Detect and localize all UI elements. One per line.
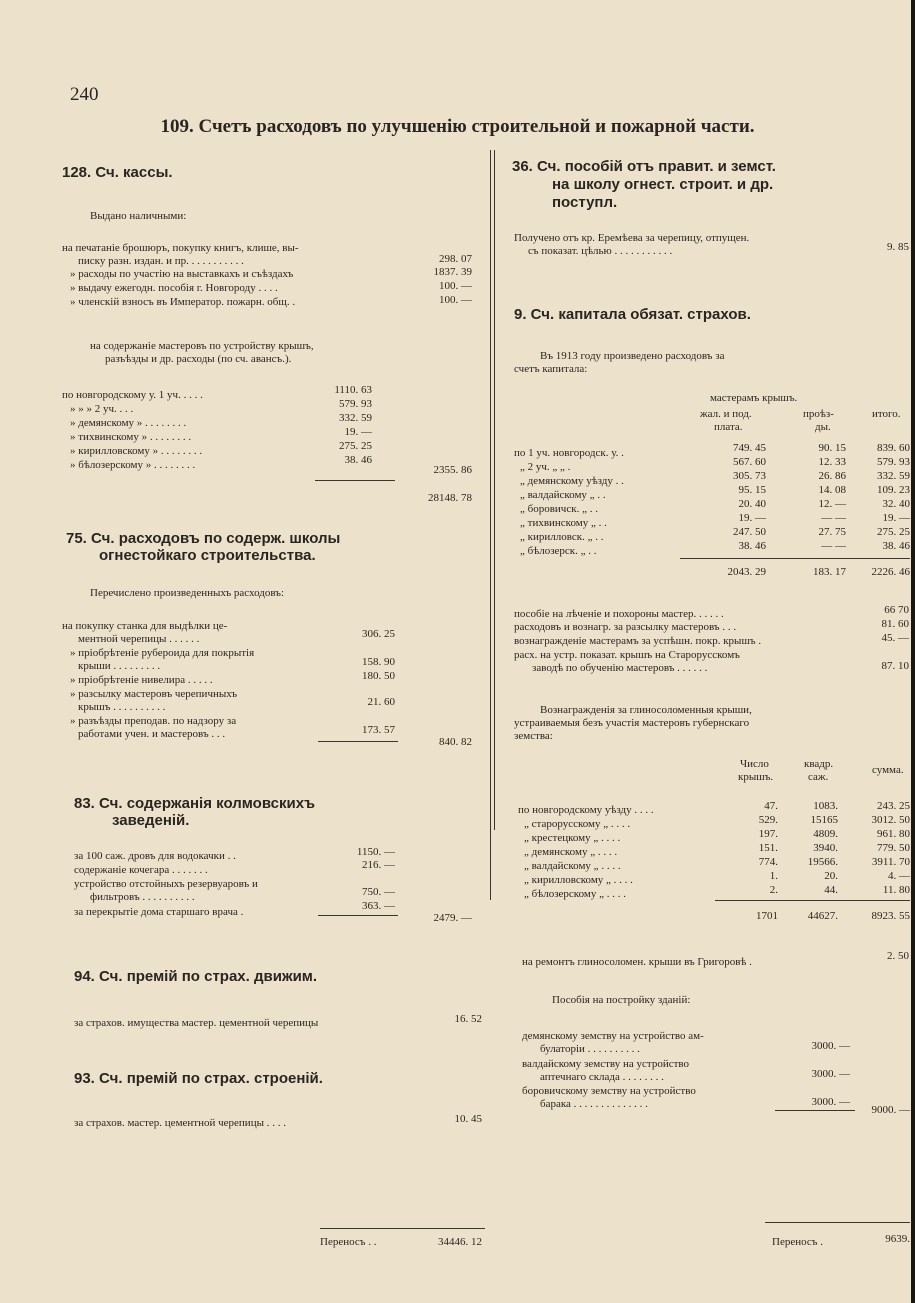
total-value: 840. 82 <box>439 736 472 748</box>
column-divider-inner <box>494 150 495 830</box>
entry-text: барака . . . . . . . . . . . . . . <box>540 1098 648 1110</box>
entry-text: вознагражденіе мастерамъ за успѣшн. покр. крышъ . <box>514 635 762 647</box>
table-cell: 19. — <box>738 512 766 524</box>
section-heading: на школу огнест. строит. и др. <box>552 176 774 193</box>
column-divider <box>490 150 491 900</box>
entry-value: 1150. — <box>356 846 395 858</box>
table-row-label: » кирилловскому » . . . . . . . . <box>70 445 203 457</box>
total-value: 2479. — <box>433 912 472 924</box>
table-cell: 305. 73 <box>733 470 766 482</box>
entry-text: за 100 саж. дровъ для водокачки . . <box>74 850 236 862</box>
table-row-label: „ валдайскому „ . . . . <box>524 860 621 872</box>
entry-text: крыши . . . . . . . . . <box>78 660 161 672</box>
table-cell: 38. 46 <box>882 540 910 552</box>
section-heading: 94. Сч. премій по страх. движим. <box>74 968 318 985</box>
table-row-label: „ боровичск. „ . . <box>520 503 598 515</box>
table-row-label: по новгородскому уѣзду . . . . <box>518 804 654 816</box>
section-heading: заведеній. <box>112 812 190 829</box>
column-header: жал. и под. <box>700 408 752 420</box>
entry-text: булаторіи . . . . . . . . . . <box>540 1043 640 1055</box>
page-number: 240 <box>70 84 99 105</box>
table-cell: — — <box>821 540 846 552</box>
section-heading: 128. Сч. кассы. <box>62 164 173 181</box>
table-cell: 38. 46 <box>738 540 766 552</box>
table-cell: — — <box>821 512 846 524</box>
section-heading: огнестойкаго строительства. <box>99 547 316 564</box>
table-cell: 529. <box>758 814 778 826</box>
table-cell: 2. <box>769 884 778 896</box>
table-row-label: „ старорусскому „ . . . . <box>524 818 631 830</box>
subtotal-value: 2355. 86 <box>433 464 472 476</box>
entry-value: 158. 90 <box>362 656 395 668</box>
section-subheading: земства: <box>514 730 553 742</box>
table-cell: 109. 23 <box>877 484 910 496</box>
entry-text: ментной черепицы . . . . . . <box>78 633 200 645</box>
rule <box>715 900 910 901</box>
column-header: саж. <box>808 771 829 783</box>
table-row-label: „ валдайскому „ . . <box>520 489 606 501</box>
table-cell: 275. 25 <box>877 526 910 538</box>
table-cell: 197. <box>758 828 778 840</box>
carry-forward-value: 9639. <box>885 1233 910 1245</box>
table-cell: 47. <box>764 800 778 812</box>
entry-text: на покупку станка для выдѣлки це- <box>62 620 228 632</box>
table-cell: 12. — <box>818 498 846 510</box>
column-header: Число <box>740 758 769 770</box>
total-value: 9000. — <box>871 1104 910 1116</box>
entry-value: 66 70 <box>884 604 909 616</box>
column-header: проѣз- <box>803 408 834 420</box>
entry-value: 363. — <box>362 900 395 912</box>
total-value: 28148. 78 <box>428 492 472 504</box>
carry-rule <box>765 1222 910 1223</box>
entry-text: » выдачу ежегодн. пособія г. Новгороду . . . . <box>70 282 278 294</box>
rule <box>775 1110 855 1111</box>
entry-text: писку разн. издан. и пр. . . . . . . . . . . <box>78 255 244 267</box>
total-cell: 8923. 55 <box>871 910 910 922</box>
table-cell: 19566. <box>807 856 838 868</box>
carry-rule <box>320 1228 485 1229</box>
table-row-label: „ бѣлозерскому „ . . . . <box>524 888 626 900</box>
total-cell: 2226. 46 <box>871 566 910 578</box>
table-row-value: 1110. 63 <box>334 384 372 396</box>
entry-text: фильтровъ . . . . . . . . . . <box>90 891 195 903</box>
table-row-label: „ кирилловск. „ . . <box>520 531 604 543</box>
entry-text: валдайскому земству на устройство <box>522 1058 690 1070</box>
rule <box>318 915 398 916</box>
entry-text: » пріобрѣтеніе нивелира . . . . . <box>70 674 213 686</box>
total-cell: 44627. <box>807 910 838 922</box>
table-cell: 332. 59 <box>877 470 910 482</box>
table-cell: 3012. 50 <box>871 814 910 826</box>
entry-text: на ремонтъ глиносоломен. крыши въ Григоровѣ . <box>522 956 752 968</box>
entry-text: на содержаніе мастеровъ по устройству крышъ, <box>90 340 314 352</box>
table-cell: 839. 60 <box>877 442 910 454</box>
column-header: квадр. <box>804 758 834 770</box>
table-row-label: „ 2 уч. „ „ . <box>520 461 571 473</box>
carry-forward-label: Переносъ . . <box>320 1236 377 1248</box>
entry-text: Получено отъ кр. Еремѣева за черепицу, отпущен. <box>514 232 750 244</box>
rule <box>315 480 395 481</box>
entry-text: расходовъ и вознагр. за разсылку мастеровъ . . . <box>514 621 737 633</box>
section-heading: 93. Сч. премій по страх. строеній. <box>74 1070 323 1087</box>
entry-value: 216. — <box>362 859 395 871</box>
entry-text: боровичскому земству на устройство <box>522 1085 696 1097</box>
table-row-label: „ демянскому уѣзду . . <box>520 475 624 487</box>
table-cell: 749. 45 <box>733 442 766 454</box>
entry-text: аптечнаго склада . . . . . . . . <box>540 1071 664 1083</box>
rule <box>680 558 910 559</box>
entry-value: 9. 85 <box>887 241 909 253</box>
table-cell: 20. <box>824 870 838 882</box>
table-cell: 14. 08 <box>818 484 846 496</box>
entry-text: » пріобрѣтеніе рубероида для покрытія <box>70 647 255 659</box>
column-header: итого. <box>872 408 901 420</box>
table-row-value: 38. 46 <box>344 454 372 466</box>
entry-value: 81. 60 <box>881 618 909 630</box>
table-cell: 90. 15 <box>818 442 846 454</box>
table-cell: 15165 <box>810 814 838 826</box>
entry-text: » разсылку мастеровъ черепичныхъ <box>70 688 238 700</box>
table-cell: 779. 50 <box>877 842 910 854</box>
table-cell: 19. — <box>882 512 910 524</box>
entry-text: » членскій взносъ въ Император. пожарн. общ. . <box>70 296 296 308</box>
section-heading: поступл. <box>552 194 618 211</box>
table-cell: 32. 40 <box>882 498 910 510</box>
section-subheading: устраиваемыя безъ участія мастеровъ губернскаго <box>514 717 750 729</box>
entry-text: за страхов. имущества мастер. цементной черепицы <box>74 1017 319 1029</box>
carry-forward-value: 34446. 12 <box>438 1236 482 1248</box>
entry-text: устройство отстойныхъ резервуаровъ и <box>74 878 258 890</box>
section-subheading: счетъ капитала: <box>514 363 588 375</box>
entry-value: 3000. — <box>811 1068 850 1080</box>
entry-value: 173. 57 <box>362 724 395 736</box>
total-cell: 1701 <box>756 910 778 922</box>
table-row-label: „ демянскому „ . . . . <box>524 846 618 858</box>
entry-text: крышъ . . . . . . . . . . <box>78 701 166 713</box>
entry-text: демянскому земству на устройство ам- <box>522 1030 704 1042</box>
entry-text: за страхов. мастер. цементной черепицы . . . . <box>74 1117 286 1129</box>
table-row-label: „ тихвинскому „ . . <box>520 517 607 529</box>
entry-value: 3000. — <box>811 1096 850 1108</box>
entry-value: 750. — <box>362 886 395 898</box>
table-cell: 961. 80 <box>877 828 910 840</box>
column-header: плата. <box>714 421 743 433</box>
entry-value: 87. 10 <box>881 660 909 672</box>
table-row-label: » бѣлозерскому » . . . . . . . . <box>70 459 196 471</box>
entry-value: 10. 45 <box>454 1113 482 1125</box>
entry-value: 100. — <box>439 280 472 292</box>
total-cell: 183. 17 <box>813 566 846 578</box>
entry-value: 3000. — <box>811 1040 850 1052</box>
table-row-label: „ крестецкому „ . . . . <box>524 832 621 844</box>
entry-value: 100. — <box>439 294 472 306</box>
entry-text: за перекрытіе дома старшаго врача . <box>74 906 244 918</box>
table-cell: 774. <box>758 856 778 868</box>
table-cell: 27. 75 <box>818 526 846 538</box>
table-cell: 567. 60 <box>733 456 766 468</box>
table-cell: 11. 80 <box>882 884 910 896</box>
section-heading: 75. Сч. расходовъ по содерж. школы <box>66 530 341 547</box>
table-cell: 95. 15 <box>738 484 766 496</box>
table-row-value: 275. 25 <box>339 440 372 452</box>
table-row-label: по новгородскому у. 1 уч. . . . . <box>62 389 203 401</box>
table-cell: 243. 25 <box>877 800 910 812</box>
entry-text: разъѣзды и др. расходы (по сч. авансъ.). <box>105 353 292 365</box>
entry-text: съ показат. цѣлью . . . . . . . . . . . <box>528 245 673 257</box>
section-heading: 36. Сч. пособій отъ правит. и земст. <box>512 158 776 175</box>
entry-text: расх. на устр. показат. крышъ на Старорусскомъ <box>514 649 740 661</box>
table-cell: 3940. <box>813 842 838 854</box>
table-row-label: по 1 уч. новгородск. у. . <box>514 447 624 459</box>
section-heading: 83. Сч. содержанія колмовскихъ <box>74 795 316 812</box>
table-row-label: „ кирилловскому „ . . . . <box>524 874 633 886</box>
entry-value: 16. 52 <box>454 1013 482 1025</box>
table-row-label: » демянскому » . . . . . . . . <box>70 417 187 429</box>
table-row-value: 19. — <box>344 426 372 438</box>
table-cell: 1. <box>769 870 778 882</box>
entry-value: 2. 50 <box>887 950 909 962</box>
total-cell: 2043. 29 <box>727 566 766 578</box>
column-header: крышъ. <box>738 771 774 783</box>
page-edge-shadow <box>911 0 915 1303</box>
table-cell: 4809. <box>813 828 838 840</box>
table-row-label: „ бѣлозерск. „ . . <box>520 545 597 557</box>
table-row-label: » тихвинскому » . . . . . . . . <box>70 431 192 443</box>
table-row-value: 579. 93 <box>339 398 372 410</box>
table-cell: 20. 40 <box>738 498 766 510</box>
table-cell: 12. 33 <box>818 456 846 468</box>
table-cell: 579. 93 <box>877 456 910 468</box>
entry-value: 21. 60 <box>367 696 395 708</box>
section-heading: 9. Сч. капитала обязат. страхов. <box>514 306 751 323</box>
table-cell: 3911. 70 <box>871 856 910 868</box>
section-subheading: Перечислено произведенныхъ расходовъ: <box>90 587 285 599</box>
page-title: 109. Счетъ расходовъ по улучшенію строительной и пожарной части. <box>160 116 755 137</box>
column-group-header: мастерамъ крышъ. <box>710 392 798 404</box>
column-header: сумма. <box>872 764 904 776</box>
entry-text: » разъѣзды преподав. по надзору за <box>70 715 237 727</box>
table-cell: 1083. <box>813 800 838 812</box>
section-subheading: Выдано наличными: <box>90 210 187 222</box>
table-row-label: » » » 2 уч. . . . <box>70 403 134 415</box>
entry-text: пособіе на лѣченіе и похороны мастер. . . . . . <box>514 608 724 620</box>
entry-value: 298. 07 <box>439 253 472 265</box>
table-cell: 151. <box>758 842 778 854</box>
entry-value: 180. 50 <box>362 670 395 682</box>
entry-text: заводѣ по обученію мастеровъ . . . . . . <box>532 662 708 674</box>
table-cell: 26. 86 <box>818 470 846 482</box>
section-subheading: Пособія на постройку зданій: <box>552 994 691 1006</box>
entry-value: 45. — <box>881 632 909 644</box>
section-subheading: Вознагражденія за глиносоломенныя крыши, <box>540 704 752 716</box>
entry-text: работами учен. и мастеровъ . . . <box>78 728 226 740</box>
column-header: ды. <box>815 421 831 433</box>
table-cell: 247. 50 <box>733 526 766 538</box>
section-subheading: Въ 1913 году произведено расходовъ за <box>540 350 725 362</box>
entry-text: » расходы по участію на выставкахъ и съѣздахъ <box>70 268 294 280</box>
entry-text: на печатаніе брошюръ, покупку книгъ, клише, вы- <box>62 242 299 254</box>
carry-forward-label: Переносъ . <box>772 1236 823 1248</box>
entry-text: содержаніе кочегара . . . . . . . <box>74 864 208 876</box>
rule <box>318 741 398 742</box>
table-cell: 4. — <box>888 870 910 882</box>
entry-value: 306. 25 <box>362 628 395 640</box>
table-row-value: 332. 59 <box>339 412 372 424</box>
table-cell: 44. <box>824 884 838 896</box>
entry-value: 1837. 39 <box>433 266 472 278</box>
